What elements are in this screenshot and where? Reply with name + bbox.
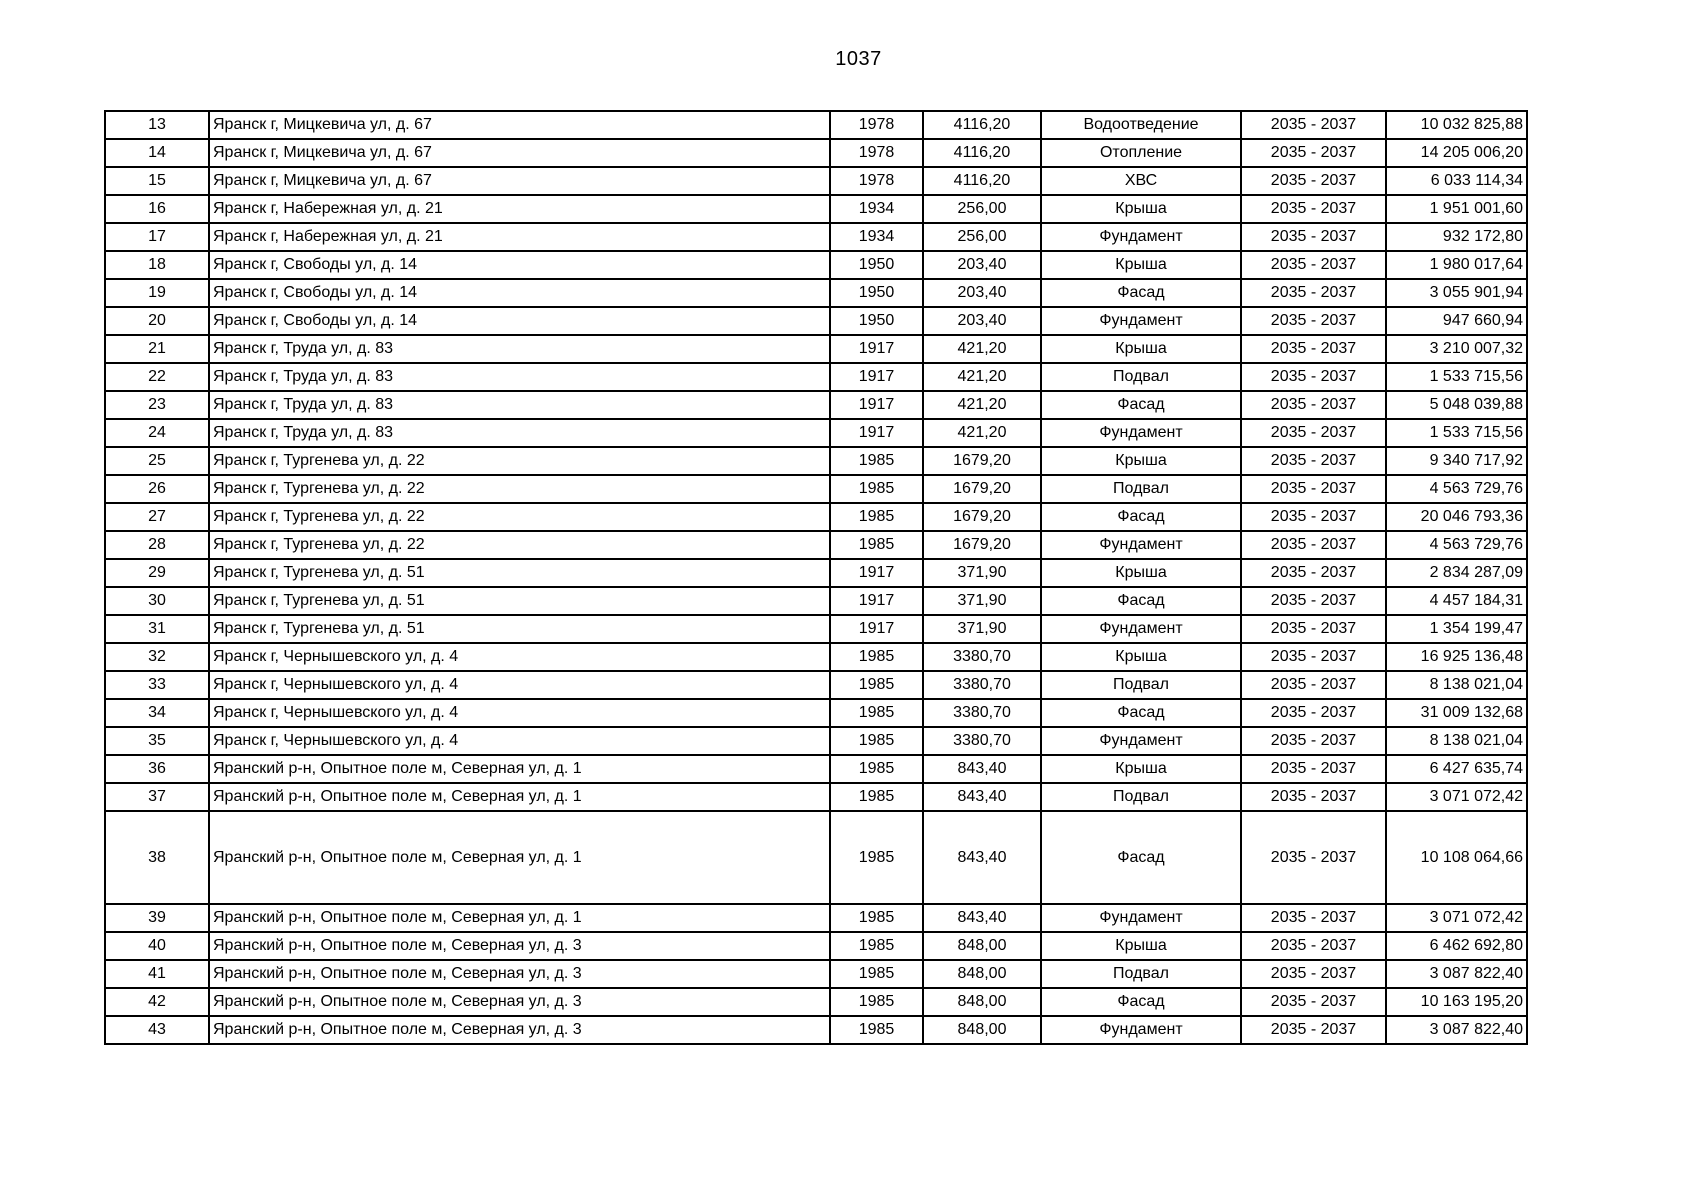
row-number-cell: 17 xyxy=(105,223,209,251)
area-cell: 4116,20 xyxy=(923,111,1041,139)
area-cell: 421,20 xyxy=(923,419,1041,447)
period-cell: 2035 - 2037 xyxy=(1241,167,1386,195)
year-built-cell: 1985 xyxy=(830,671,923,699)
area-cell: 1679,20 xyxy=(923,447,1041,475)
cost-cell: 5 048 039,88 xyxy=(1386,391,1527,419)
period-cell: 2035 - 2037 xyxy=(1241,960,1386,988)
address-cell: Яранск г, Мицкевича ул, д. 67 xyxy=(209,139,830,167)
year-built-cell: 1985 xyxy=(830,727,923,755)
period-cell: 2035 - 2037 xyxy=(1241,988,1386,1016)
cost-cell: 3 071 072,42 xyxy=(1386,904,1527,932)
area-cell: 843,40 xyxy=(923,811,1041,904)
year-built-cell: 1985 xyxy=(830,960,923,988)
work-type-cell: Фасад xyxy=(1041,699,1241,727)
work-type-cell: Крыша xyxy=(1041,447,1241,475)
table-row xyxy=(105,167,1527,195)
year-built-cell: 1978 xyxy=(830,139,923,167)
page-number: 1037 xyxy=(835,48,882,70)
table-row xyxy=(105,251,1527,279)
address-cell: Яранский р-н, Опытное поле м, Северная ул, д. 3 xyxy=(209,932,830,960)
row-number-cell: 38 xyxy=(105,811,209,904)
area-cell: 371,90 xyxy=(923,615,1041,643)
work-type-cell: Фасад xyxy=(1041,391,1241,419)
year-built-cell: 1985 xyxy=(830,447,923,475)
table-row xyxy=(105,307,1527,335)
work-type-cell: Крыша xyxy=(1041,559,1241,587)
work-type-cell: Крыша xyxy=(1041,755,1241,783)
cost-cell: 6 462 692,80 xyxy=(1386,932,1527,960)
table-row xyxy=(105,671,1527,699)
row-number-cell: 18 xyxy=(105,251,209,279)
period-cell: 2035 - 2037 xyxy=(1241,279,1386,307)
period-cell: 2035 - 2037 xyxy=(1241,932,1386,960)
table-row xyxy=(105,111,1527,139)
row-number-cell: 16 xyxy=(105,195,209,223)
year-built-cell: 1917 xyxy=(830,419,923,447)
cost-cell: 932 172,80 xyxy=(1386,223,1527,251)
year-built-cell: 1985 xyxy=(830,932,923,960)
work-type-cell: Фундамент xyxy=(1041,531,1241,559)
work-type-cell: Фундамент xyxy=(1041,419,1241,447)
row-number-cell: 24 xyxy=(105,419,209,447)
address-cell: Яранск г, Тургенева ул, д. 22 xyxy=(209,475,830,503)
cost-cell: 4 457 184,31 xyxy=(1386,587,1527,615)
address-cell: Яранский р-н, Опытное поле м, Северная ул, д. 1 xyxy=(209,904,830,932)
cost-cell: 6 033 114,34 xyxy=(1386,167,1527,195)
address-cell: Яранск г, Свободы ул, д. 14 xyxy=(209,279,830,307)
address-cell: Яранский р-н, Опытное поле м, Северная ул, д. 3 xyxy=(209,960,830,988)
cost-cell: 10 108 064,66 xyxy=(1386,811,1527,904)
address-cell: Яранск г, Мицкевича ул, д. 67 xyxy=(209,111,830,139)
work-type-cell: Подвал xyxy=(1041,671,1241,699)
area-cell: 4116,20 xyxy=(923,167,1041,195)
row-number-cell: 42 xyxy=(105,988,209,1016)
row-number-cell: 31 xyxy=(105,615,209,643)
period-cell: 2035 - 2037 xyxy=(1241,755,1386,783)
area-cell: 848,00 xyxy=(923,988,1041,1016)
table-row xyxy=(105,531,1527,559)
address-cell: Яранск г, Чернышевского ул, д. 4 xyxy=(209,727,830,755)
area-cell: 1679,20 xyxy=(923,475,1041,503)
cost-cell: 1 951 001,60 xyxy=(1386,195,1527,223)
row-number-cell: 14 xyxy=(105,139,209,167)
table-row xyxy=(105,419,1527,447)
address-cell: Яранск г, Тургенева ул, д. 51 xyxy=(209,587,830,615)
address-cell: Яранск г, Труда ул, д. 83 xyxy=(209,363,830,391)
year-built-cell: 1985 xyxy=(830,904,923,932)
address-cell: Яранск г, Тургенева ул, д. 51 xyxy=(209,615,830,643)
area-cell: 843,40 xyxy=(923,904,1041,932)
work-type-cell: Фундамент xyxy=(1041,307,1241,335)
table-row xyxy=(105,447,1527,475)
area-cell: 3380,70 xyxy=(923,699,1041,727)
row-number-cell: 34 xyxy=(105,699,209,727)
row-number-cell: 29 xyxy=(105,559,209,587)
period-cell: 2035 - 2037 xyxy=(1241,699,1386,727)
table-row xyxy=(105,363,1527,391)
work-type-cell: Фундамент xyxy=(1041,615,1241,643)
work-type-cell: Фасад xyxy=(1041,988,1241,1016)
table-row xyxy=(105,1016,1527,1044)
cost-cell: 16 925 136,48 xyxy=(1386,643,1527,671)
year-built-cell: 1985 xyxy=(830,755,923,783)
year-built-cell: 1934 xyxy=(830,223,923,251)
work-type-cell: Фундамент xyxy=(1041,1016,1241,1044)
table-row xyxy=(105,279,1527,307)
cost-cell: 3 055 901,94 xyxy=(1386,279,1527,307)
year-built-cell: 1985 xyxy=(830,475,923,503)
row-number-cell: 23 xyxy=(105,391,209,419)
period-cell: 2035 - 2037 xyxy=(1241,251,1386,279)
table-row xyxy=(105,475,1527,503)
row-number-cell: 40 xyxy=(105,932,209,960)
work-type-cell: Подвал xyxy=(1041,475,1241,503)
work-type-cell: Фасад xyxy=(1041,503,1241,531)
cost-cell: 1 354 199,47 xyxy=(1386,615,1527,643)
work-type-cell: ХВС xyxy=(1041,167,1241,195)
period-cell: 2035 - 2037 xyxy=(1241,811,1386,904)
year-built-cell: 1985 xyxy=(830,1016,923,1044)
work-type-cell: Отопление xyxy=(1041,139,1241,167)
cost-cell: 6 427 635,74 xyxy=(1386,755,1527,783)
row-number-cell: 22 xyxy=(105,363,209,391)
period-cell: 2035 - 2037 xyxy=(1241,223,1386,251)
period-cell: 2035 - 2037 xyxy=(1241,587,1386,615)
table-row xyxy=(105,960,1527,988)
area-cell: 3380,70 xyxy=(923,727,1041,755)
address-cell: Яранский р-н, Опытное поле м, Северная ул, д. 1 xyxy=(209,783,830,811)
row-number-cell: 28 xyxy=(105,531,209,559)
table-row xyxy=(105,988,1527,1016)
table-row xyxy=(105,223,1527,251)
work-type-cell: Фундамент xyxy=(1041,904,1241,932)
year-built-cell: 1985 xyxy=(830,503,923,531)
row-number-cell: 41 xyxy=(105,960,209,988)
table-row xyxy=(105,811,1527,904)
row-number-cell: 36 xyxy=(105,755,209,783)
row-number-cell: 37 xyxy=(105,783,209,811)
table-row xyxy=(105,335,1527,363)
area-cell: 421,20 xyxy=(923,391,1041,419)
area-cell: 843,40 xyxy=(923,755,1041,783)
work-type-cell: Крыша xyxy=(1041,195,1241,223)
table-row xyxy=(105,559,1527,587)
work-type-cell: Фасад xyxy=(1041,811,1241,904)
cost-cell: 10 163 195,20 xyxy=(1386,988,1527,1016)
table-row xyxy=(105,699,1527,727)
work-type-cell: Фасад xyxy=(1041,279,1241,307)
cost-cell: 3 210 007,32 xyxy=(1386,335,1527,363)
address-cell: Яранск г, Набережная ул, д. 21 xyxy=(209,195,830,223)
address-cell: Яранск г, Труда ул, д. 83 xyxy=(209,335,830,363)
cost-cell: 1 533 715,56 xyxy=(1386,363,1527,391)
row-number-cell: 33 xyxy=(105,671,209,699)
work-type-cell: Крыша xyxy=(1041,251,1241,279)
row-number-cell: 35 xyxy=(105,727,209,755)
cost-cell: 10 032 825,88 xyxy=(1386,111,1527,139)
cost-cell: 14 205 006,20 xyxy=(1386,139,1527,167)
row-number-cell: 15 xyxy=(105,167,209,195)
cost-cell: 947 660,94 xyxy=(1386,307,1527,335)
year-built-cell: 1917 xyxy=(830,391,923,419)
work-type-cell: Подвал xyxy=(1041,960,1241,988)
cost-cell: 20 046 793,36 xyxy=(1386,503,1527,531)
table-row xyxy=(105,139,1527,167)
cost-cell: 4 563 729,76 xyxy=(1386,531,1527,559)
work-type-cell: Фундамент xyxy=(1041,727,1241,755)
work-type-cell: Фундамент xyxy=(1041,223,1241,251)
cost-cell: 4 563 729,76 xyxy=(1386,475,1527,503)
cost-cell: 2 834 287,09 xyxy=(1386,559,1527,587)
year-built-cell: 1934 xyxy=(830,195,923,223)
cost-cell: 8 138 021,04 xyxy=(1386,671,1527,699)
table-row xyxy=(105,615,1527,643)
row-number-cell: 32 xyxy=(105,643,209,671)
row-number-cell: 21 xyxy=(105,335,209,363)
cost-cell: 1 980 017,64 xyxy=(1386,251,1527,279)
cost-cell: 1 533 715,56 xyxy=(1386,419,1527,447)
area-cell: 421,20 xyxy=(923,335,1041,363)
table-row xyxy=(105,503,1527,531)
cost-cell: 8 138 021,04 xyxy=(1386,727,1527,755)
address-cell: Яранский р-н, Опытное поле м, Северная ул, д. 1 xyxy=(209,811,830,904)
area-cell: 843,40 xyxy=(923,783,1041,811)
repair-schedule-table xyxy=(104,110,1528,1045)
year-built-cell: 1985 xyxy=(830,699,923,727)
address-cell: Яранск г, Чернышевского ул, д. 4 xyxy=(209,671,830,699)
year-built-cell: 1978 xyxy=(830,111,923,139)
year-built-cell: 1985 xyxy=(830,988,923,1016)
work-type-cell: Крыша xyxy=(1041,932,1241,960)
period-cell: 2035 - 2037 xyxy=(1241,447,1386,475)
period-cell: 2035 - 2037 xyxy=(1241,195,1386,223)
address-cell: Яранск г, Чернышевского ул, д. 4 xyxy=(209,699,830,727)
area-cell: 203,40 xyxy=(923,279,1041,307)
period-cell: 2035 - 2037 xyxy=(1241,335,1386,363)
table-row xyxy=(105,587,1527,615)
year-built-cell: 1985 xyxy=(830,531,923,559)
area-cell: 3380,70 xyxy=(923,643,1041,671)
address-cell: Яранский р-н, Опытное поле м, Северная ул, д. 1 xyxy=(209,755,830,783)
year-built-cell: 1917 xyxy=(830,615,923,643)
row-number-cell: 25 xyxy=(105,447,209,475)
table-row xyxy=(105,195,1527,223)
address-cell: Яранск г, Набережная ул, д. 21 xyxy=(209,223,830,251)
period-cell: 2035 - 2037 xyxy=(1241,139,1386,167)
address-cell: Яранск г, Тургенева ул, д. 22 xyxy=(209,447,830,475)
area-cell: 848,00 xyxy=(923,1016,1041,1044)
area-cell: 371,90 xyxy=(923,587,1041,615)
period-cell: 2035 - 2037 xyxy=(1241,559,1386,587)
cost-cell: 9 340 717,92 xyxy=(1386,447,1527,475)
work-type-cell: Подвал xyxy=(1041,363,1241,391)
year-built-cell: 1950 xyxy=(830,307,923,335)
area-cell: 256,00 xyxy=(923,223,1041,251)
area-cell: 1679,20 xyxy=(923,503,1041,531)
area-cell: 848,00 xyxy=(923,932,1041,960)
year-built-cell: 1985 xyxy=(830,643,923,671)
area-cell: 203,40 xyxy=(923,251,1041,279)
year-built-cell: 1978 xyxy=(830,167,923,195)
area-cell: 3380,70 xyxy=(923,671,1041,699)
period-cell: 2035 - 2037 xyxy=(1241,1016,1386,1044)
area-cell: 1679,20 xyxy=(923,531,1041,559)
table-row xyxy=(105,755,1527,783)
row-number-cell: 19 xyxy=(105,279,209,307)
period-cell: 2035 - 2037 xyxy=(1241,783,1386,811)
period-cell: 2035 - 2037 xyxy=(1241,419,1386,447)
period-cell: 2035 - 2037 xyxy=(1241,643,1386,671)
table-row xyxy=(105,643,1527,671)
area-cell: 4116,20 xyxy=(923,139,1041,167)
period-cell: 2035 - 2037 xyxy=(1241,531,1386,559)
address-cell: Яранск г, Чернышевского ул, д. 4 xyxy=(209,643,830,671)
address-cell: Яранск г, Труда ул, д. 83 xyxy=(209,391,830,419)
address-cell: Яранск г, Мицкевича ул, д. 67 xyxy=(209,167,830,195)
work-type-cell: Подвал xyxy=(1041,783,1241,811)
address-cell: Яранск г, Труда ул, д. 83 xyxy=(209,419,830,447)
table-row xyxy=(105,727,1527,755)
row-number-cell: 26 xyxy=(105,475,209,503)
period-cell: 2035 - 2037 xyxy=(1241,503,1386,531)
period-cell: 2035 - 2037 xyxy=(1241,475,1386,503)
period-cell: 2035 - 2037 xyxy=(1241,727,1386,755)
period-cell: 2035 - 2037 xyxy=(1241,391,1386,419)
area-cell: 203,40 xyxy=(923,307,1041,335)
period-cell: 2035 - 2037 xyxy=(1241,615,1386,643)
period-cell: 2035 - 2037 xyxy=(1241,671,1386,699)
period-cell: 2035 - 2037 xyxy=(1241,111,1386,139)
year-built-cell: 1950 xyxy=(830,279,923,307)
work-type-cell: Водоотведение xyxy=(1041,111,1241,139)
row-number-cell: 39 xyxy=(105,904,209,932)
row-number-cell: 13 xyxy=(105,111,209,139)
year-built-cell: 1950 xyxy=(830,251,923,279)
row-number-cell: 30 xyxy=(105,587,209,615)
area-cell: 371,90 xyxy=(923,559,1041,587)
period-cell: 2035 - 2037 xyxy=(1241,363,1386,391)
work-type-cell: Крыша xyxy=(1041,643,1241,671)
address-cell: Яранск г, Тургенева ул, д. 51 xyxy=(209,559,830,587)
cost-cell: 3 087 822,40 xyxy=(1386,1016,1527,1044)
year-built-cell: 1917 xyxy=(830,559,923,587)
address-cell: Яранск г, Свободы ул, д. 14 xyxy=(209,251,830,279)
table-row xyxy=(105,932,1527,960)
year-built-cell: 1985 xyxy=(830,783,923,811)
address-cell: Яранский р-н, Опытное поле м, Северная ул, д. 3 xyxy=(209,988,830,1016)
cost-cell: 3 071 072,42 xyxy=(1386,783,1527,811)
row-number-cell: 27 xyxy=(105,503,209,531)
address-cell: Яранск г, Свободы ул, д. 14 xyxy=(209,307,830,335)
address-cell: Яранск г, Тургенева ул, д. 22 xyxy=(209,503,830,531)
table-body xyxy=(105,111,1527,1044)
period-cell: 2035 - 2037 xyxy=(1241,904,1386,932)
cost-cell: 31 009 132,68 xyxy=(1386,699,1527,727)
year-built-cell: 1917 xyxy=(830,335,923,363)
table-row xyxy=(105,391,1527,419)
address-cell: Яранский р-н, Опытное поле м, Северная ул, д. 3 xyxy=(209,1016,830,1044)
area-cell: 848,00 xyxy=(923,960,1041,988)
area-cell: 421,20 xyxy=(923,363,1041,391)
table-row xyxy=(105,783,1527,811)
row-number-cell: 43 xyxy=(105,1016,209,1044)
row-number-cell: 20 xyxy=(105,307,209,335)
year-built-cell: 1917 xyxy=(830,587,923,615)
year-built-cell: 1985 xyxy=(830,811,923,904)
year-built-cell: 1917 xyxy=(830,363,923,391)
address-cell: Яранск г, Тургенева ул, д. 22 xyxy=(209,531,830,559)
cost-cell: 3 087 822,40 xyxy=(1386,960,1527,988)
period-cell: 2035 - 2037 xyxy=(1241,307,1386,335)
area-cell: 256,00 xyxy=(923,195,1041,223)
work-type-cell: Фасад xyxy=(1041,587,1241,615)
table-row xyxy=(105,904,1527,932)
work-type-cell: Крыша xyxy=(1041,335,1241,363)
